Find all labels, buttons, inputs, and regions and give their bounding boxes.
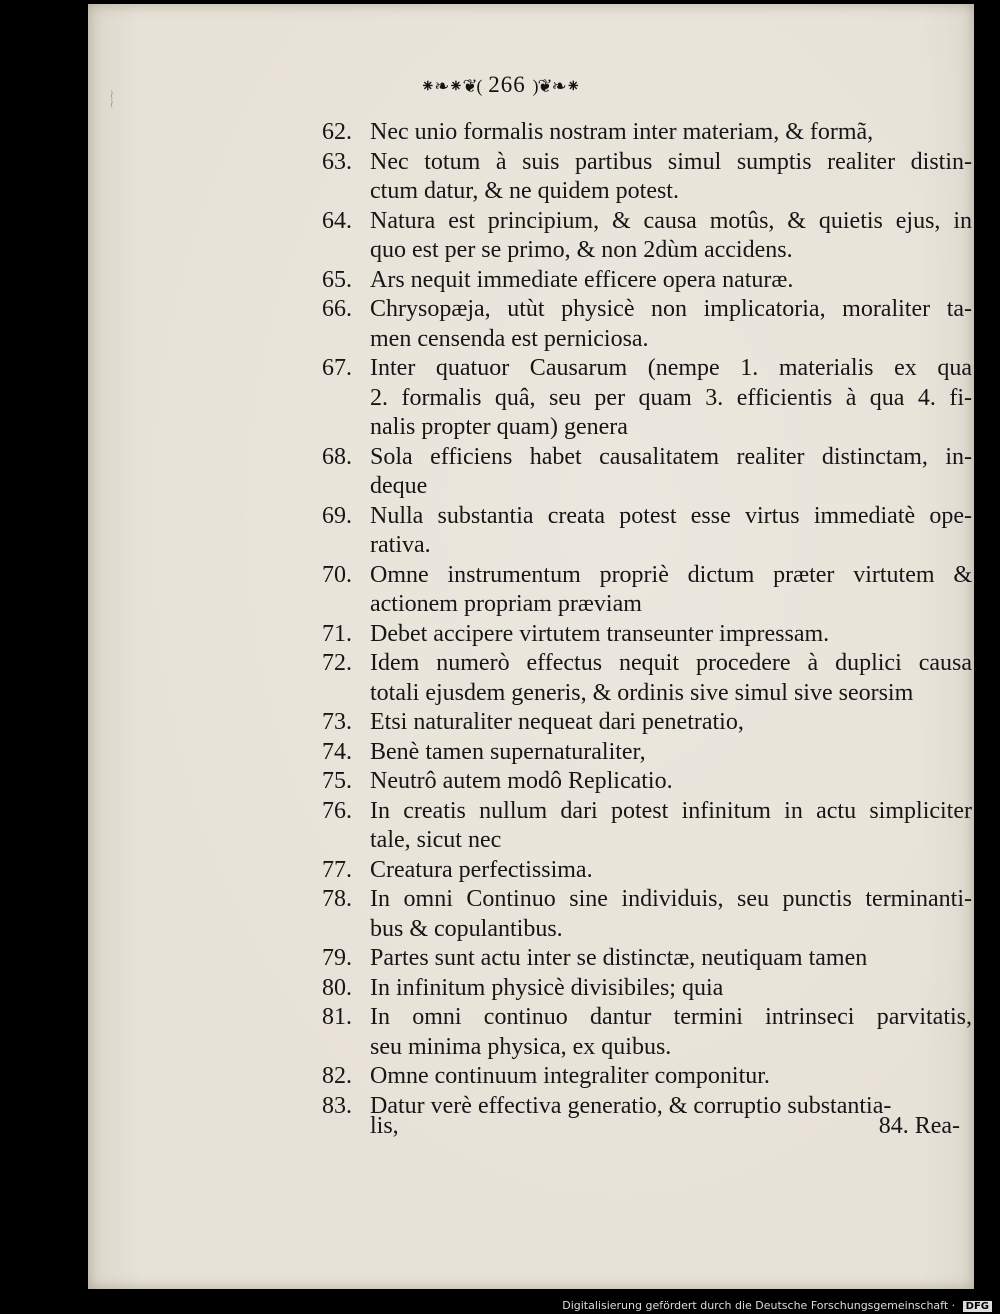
thesis-item bbox=[322, 767, 972, 797]
thesis-item bbox=[322, 118, 972, 148]
thesis-line: Nec unio formalis nostram inter materiam, & formã, bbox=[370, 119, 874, 145]
thesis-line: Ars nequit immediate efficere opera naturæ. bbox=[370, 266, 794, 293]
thesis-number: 77. bbox=[322, 856, 352, 883]
thesis-line: rativa. bbox=[370, 532, 431, 558]
thesis-line: Omne instrumentum propriè dictum præter virtutem & bbox=[370, 561, 972, 588]
thesis-line: Neutrô autem modô Replicatio. bbox=[370, 768, 673, 794]
thesis-text bbox=[370, 649, 972, 708]
thesis-item bbox=[322, 561, 972, 620]
thesis-text bbox=[370, 266, 972, 296]
thesis-text bbox=[370, 1062, 972, 1092]
thesis-line: Omne continuum integraliter componitur. bbox=[370, 1063, 770, 1089]
thesis-text bbox=[370, 885, 972, 944]
ornament-right-icon: )❦❧⁕ bbox=[532, 76, 580, 96]
thesis-item bbox=[322, 649, 972, 708]
thesis-line: Idem numerò effectus nequit procedere à duplici causa bbox=[370, 650, 972, 676]
thesis-number: 66. bbox=[322, 296, 352, 322]
thesis-number: 68. bbox=[322, 443, 352, 470]
thesis-line: Datur verè effectiva generatio, & corruptio substantia- bbox=[370, 1092, 892, 1119]
thesis-item bbox=[322, 856, 972, 886]
thesis-line: Natura est principium, & causa motûs, & quietis ejus, in bbox=[370, 207, 972, 234]
thesis-item bbox=[322, 443, 972, 502]
thesis-line: Chrysopæja, utùt physicè non implicatoria, moraliter ta- bbox=[370, 296, 972, 322]
thesis-item bbox=[322, 502, 972, 561]
thesis-number: 80. bbox=[322, 974, 352, 1001]
thesis-text bbox=[370, 118, 972, 148]
thesis-number: 70. bbox=[322, 561, 352, 588]
thesis-line: quo est per se primo, & non 2dùm accidens. bbox=[370, 237, 793, 263]
thesis-text bbox=[370, 738, 972, 768]
thesis-text bbox=[370, 944, 972, 974]
thesis-line: Etsi naturaliter nequeat dari penetratio, bbox=[370, 709, 744, 735]
thesis-item bbox=[322, 266, 972, 296]
catchword: 84. Rea- bbox=[878, 1113, 960, 1139]
thesis-item bbox=[322, 797, 972, 856]
thesis-line: Partes sunt actu inter se distinctæ, neutiquam tamen bbox=[370, 945, 868, 971]
thesis-text bbox=[370, 974, 972, 1004]
thesis-text bbox=[370, 1003, 972, 1062]
catchline bbox=[370, 1112, 960, 1142]
thesis-item bbox=[322, 1062, 972, 1092]
thesis-item bbox=[322, 885, 972, 944]
thesis-line: deque bbox=[370, 473, 428, 499]
thesis-line: ctum datur, & ne quidem potest. bbox=[370, 178, 679, 204]
thesis-number: 73. bbox=[322, 709, 352, 735]
thesis-list bbox=[322, 118, 972, 1121]
thesis-text bbox=[370, 797, 972, 856]
thesis-number: 71. bbox=[322, 620, 352, 647]
thesis-number: 74. bbox=[322, 738, 352, 765]
thesis-item bbox=[322, 620, 972, 650]
thesis-line: Nulla substantia creata potest esse virtus immediatè ope- bbox=[370, 502, 972, 529]
thesis-line: In creatis nullum dari potest infinitum in actu simpliciter bbox=[370, 797, 972, 824]
thesis-text bbox=[370, 502, 972, 561]
thesis-line: nalis propter quam) genera bbox=[370, 414, 628, 440]
thesis-line: Debet accipere virtutem transeunter impressam. bbox=[370, 620, 830, 647]
catchline-left: lis, bbox=[370, 1113, 399, 1139]
thesis-number: 81. bbox=[322, 1004, 352, 1030]
thesis-number: 62. bbox=[322, 119, 352, 145]
thesis-line: bus & copulantibus. bbox=[370, 915, 563, 942]
thesis-number: 67. bbox=[322, 355, 352, 381]
thesis-text bbox=[370, 561, 972, 620]
thesis-line: In omni Continuo sine individuis, seu punctis terminanti- bbox=[370, 886, 972, 912]
thesis-number: 72. bbox=[322, 650, 352, 676]
thesis-item bbox=[322, 708, 972, 738]
thesis-line: Inter quatuor Causarum (nempe 1. materialis ex qua bbox=[370, 355, 972, 381]
thesis-number: 78. bbox=[322, 886, 352, 912]
thesis-number: 75. bbox=[322, 768, 352, 794]
thesis-item bbox=[322, 148, 972, 207]
footer-text: Digitalisierung gefördert durch die Deutsche Forschungsgemeinschaft · bbox=[562, 1299, 956, 1312]
thesis-line: 2. formalis quâ, seu per quam 3. efficientis à qua 4. fi- bbox=[370, 384, 972, 411]
thesis-number: 83. bbox=[322, 1092, 352, 1119]
margin-pencil-mark: ⁓⁓ bbox=[107, 90, 117, 108]
thesis-number: 79. bbox=[322, 945, 352, 971]
thesis-item bbox=[322, 207, 972, 266]
thesis-text bbox=[370, 856, 972, 886]
thesis-number: 63. bbox=[322, 148, 352, 175]
thesis-line: tale, sicut nec bbox=[370, 827, 502, 853]
digitization-footer bbox=[562, 1299, 992, 1312]
thesis-number: 64. bbox=[322, 207, 352, 234]
thesis-text bbox=[370, 443, 972, 502]
thesis-item bbox=[322, 944, 972, 974]
thesis-text bbox=[370, 767, 972, 797]
ornament-left-icon: ⁕❧⁕❦( bbox=[420, 76, 482, 96]
thesis-line: totali ejusdem generis, & ordinis sive simul sive seorsim bbox=[370, 679, 914, 706]
thesis-text bbox=[370, 207, 972, 266]
thesis-item bbox=[322, 295, 972, 354]
thesis-number: 82. bbox=[322, 1063, 352, 1089]
thesis-text bbox=[370, 620, 972, 650]
thesis-item bbox=[322, 1003, 972, 1062]
thesis-number: 65. bbox=[322, 266, 352, 293]
thesis-line: men censenda est perniciosa. bbox=[370, 325, 649, 352]
thesis-line: seu minima physica, ex quibus. bbox=[370, 1033, 672, 1060]
thesis-item bbox=[322, 974, 972, 1004]
thesis-line: Sola efficiens habet causalitatem realiter distinctam, in- bbox=[370, 443, 972, 470]
thesis-line: Nec totum à suis partibus simul sumptis realiter distin- bbox=[370, 148, 972, 175]
thesis-text bbox=[370, 354, 972, 443]
dfg-logo: DFG bbox=[963, 1301, 992, 1312]
thesis-line: Creatura perfectissima. bbox=[370, 856, 593, 883]
thesis-text bbox=[370, 708, 972, 738]
thesis-line: Benè tamen supernaturaliter, bbox=[370, 738, 646, 765]
page-header bbox=[0, 72, 1000, 98]
thesis-line: In omni continuo dantur termini intrinseci parvitatis, bbox=[370, 1004, 972, 1030]
thesis-line: actionem propriam præviam bbox=[370, 591, 642, 617]
thesis-item bbox=[322, 738, 972, 768]
thesis-item bbox=[322, 354, 972, 443]
thesis-number: 69. bbox=[322, 502, 352, 529]
page-number: 266 bbox=[488, 72, 526, 97]
thesis-text bbox=[370, 295, 972, 354]
thesis-number: 76. bbox=[322, 797, 352, 824]
thesis-text bbox=[370, 148, 972, 207]
thesis-line: In infinitum physicè divisibiles; quia bbox=[370, 974, 724, 1001]
